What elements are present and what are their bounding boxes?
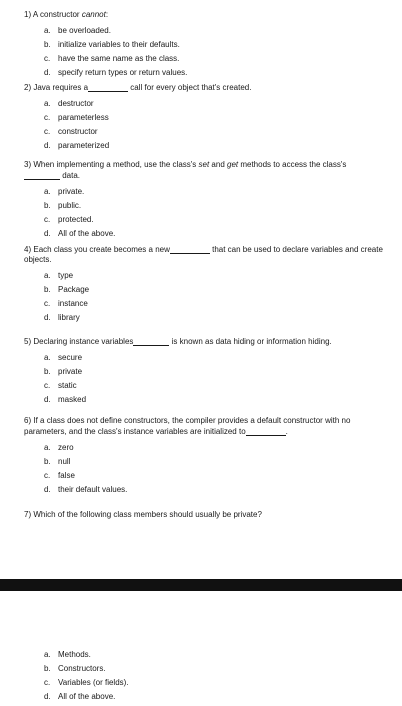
answer-blank [133,336,169,346]
question-6 [24,416,384,499]
option-7b: b. Constructors. [44,664,106,673]
option-7a: a. Methods. [44,650,91,659]
option-6c: c. false [44,471,75,480]
option-6d: d. their default values. [44,485,128,494]
redaction-bar [0,579,402,591]
option-4d: d. library [44,313,80,322]
option-2a: a. destructor [44,99,94,108]
option-2b: c. parameterless [44,113,109,122]
option-5d: d. masked [44,395,87,404]
question-4-text: 4) Each class you create becomes a new that can be used to declare variables and create objects. [24,245,383,264]
question-4 [24,244,384,327]
option-3b: b. public. [44,201,82,210]
answer-blank [170,244,210,254]
option-7c: c. Variables (or fields). [44,678,129,687]
option-1b: b. initialize variables to their defaults. [44,40,180,49]
question-5-text: 5) Declaring instance variables is known as data hiding or information hiding. [24,337,332,346]
option-2d: d. parameterized [44,141,110,150]
question-6-text: 6) If a class does not define constructors, the compiler provides a default constructor with no parameters, and the class's instance variables are initialized to . [24,416,351,436]
option-3c: c. protected. [44,215,94,224]
option-3a: a. private. [44,187,85,196]
answer-blank [24,170,60,180]
option-1d: d. specify return types or return values. [44,68,188,77]
option-1a: a. be overloaded. [44,26,111,35]
question-1 [24,10,384,82]
option-6b: b. null [44,457,71,466]
option-6a: a. zero [44,443,74,452]
option-5c: c. static [44,381,77,390]
question-3 [24,160,384,243]
question-2 [24,82,384,155]
question-5 [24,336,384,409]
option-5b: b. private [44,367,83,376]
answer-blank [88,82,128,92]
question-2-text: 2) Java requires a call for every object that's created. [24,83,252,92]
option-4b: b. Package [44,285,90,294]
question-1-text: 1) A constructor cannot: [24,10,109,19]
question-7-text: 7) Which of the following class members should usually be private? [24,510,262,519]
question-3-text: 3) When implementing a method, use the class's set and get methods to access the class's data. [24,160,347,180]
option-1c: c. have the same name as the class. [44,54,180,63]
option-3d: d. All of the above. [44,229,116,238]
question-7-options [24,650,384,706]
option-4a: a. type [44,271,74,280]
option-4c: c. instance [44,299,88,308]
option-2c: c. constructor [44,127,98,136]
option-7d: d. All of the above. [44,692,116,701]
question-7 [24,510,384,526]
answer-blank [246,426,286,436]
option-5a: a. secure [44,353,83,362]
